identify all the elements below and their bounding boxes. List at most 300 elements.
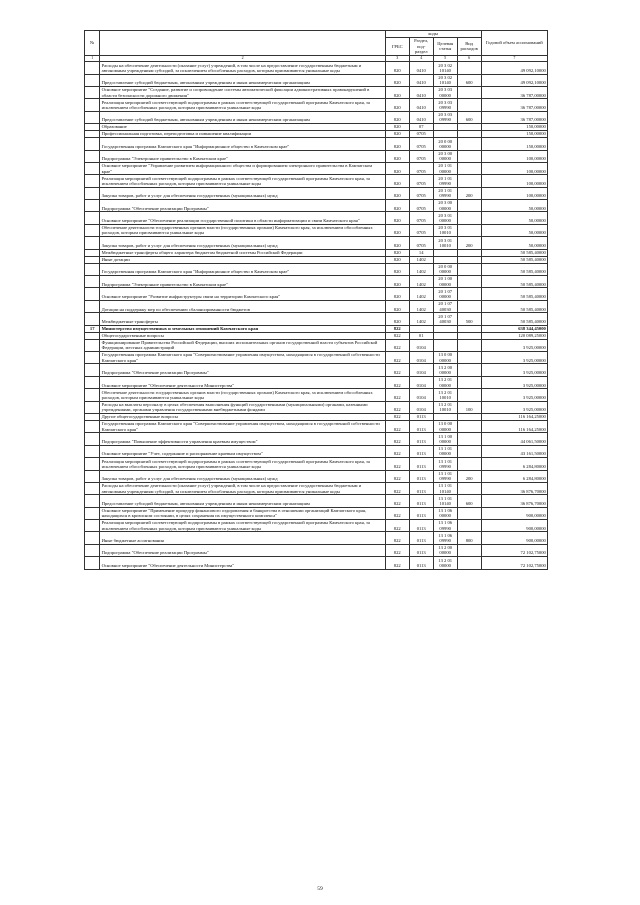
- row-name: Основное мероприятие "Развитие инфраструктуры связи на территории Камчатского края": [100, 288, 385, 300]
- row-target-article: 20 1 00 00000: [433, 276, 457, 288]
- row-amount: 116 164,25000: [481, 413, 547, 420]
- row-number: [85, 300, 100, 312]
- row-grbs: 822: [385, 470, 409, 482]
- row-number: [85, 237, 100, 249]
- row-target-article: 13 1 01 09990: [433, 458, 457, 470]
- row-name: Закупка товаров, работ и услуг для обеспечения государственных (муниципальных) нужд: [100, 470, 385, 482]
- budget-table: [84, 30, 548, 570]
- row-number: [85, 339, 100, 351]
- row-expense-kind: [457, 458, 481, 470]
- row-section: 0104: [409, 364, 433, 376]
- row-target-article: [433, 131, 457, 138]
- row-target-article: 13 1 01 09990: [433, 470, 457, 482]
- row-name: Основное мероприятие "Управление развитием информационного общества и формированием электронного правительства в Камчатском крае": [100, 162, 385, 174]
- header-target-article: Целевая статья: [433, 38, 457, 56]
- header-section: Раздел, под-раздел: [409, 38, 433, 56]
- row-amount: 3 925,00000: [481, 364, 547, 376]
- row-section: 0705: [409, 138, 433, 150]
- row-grbs: 822: [385, 458, 409, 470]
- row-target-article: 13 0 00 00000: [433, 421, 457, 433]
- row-name: Расходы на обеспечение деятельности (оказание услуг) учреждений, в том числе на предоставление государственным бюджетным и автономным учреждениям субсидий, за исключением обособленных расходов, которым присваиваются уникальные коды: [100, 482, 385, 494]
- row-expense-kind: [457, 150, 481, 162]
- row-grbs: 822: [385, 433, 409, 445]
- row-grbs: 822: [385, 520, 409, 532]
- row-amount: 150,00000: [481, 131, 547, 138]
- column-number-3: 3: [385, 55, 409, 61]
- row-grbs: 820: [385, 276, 409, 288]
- row-number: [85, 413, 100, 420]
- row-section: 14: [409, 249, 433, 256]
- row-section: 0113: [409, 482, 433, 494]
- table-row: [85, 332, 548, 339]
- row-section: 0104: [409, 339, 433, 351]
- table-row: [85, 325, 548, 332]
- row-section: 0113: [409, 445, 433, 457]
- row-amount: 50 585,40000: [481, 263, 547, 275]
- row-expense-kind: [457, 200, 481, 212]
- row-amount: 36 787,00000: [481, 86, 547, 98]
- row-amount: 50,00000: [481, 200, 547, 212]
- row-grbs: 820: [385, 162, 409, 174]
- row-section: 1402: [409, 313, 433, 325]
- table-row: [85, 256, 548, 263]
- row-number: [85, 249, 100, 256]
- table-row: [85, 339, 548, 351]
- row-name: Реализация мероприятий соответствующей подпрограммы в рамках соответствующей государственной программы Камчатского края, за исключением обособленных расходов, которым присваиваются уникальные коды: [100, 520, 385, 532]
- row-expense-kind: [457, 413, 481, 420]
- row-number: [85, 507, 100, 519]
- table-row: [85, 62, 548, 74]
- row-grbs: 820: [385, 124, 409, 131]
- row-target-article: 20 0 00 00000: [433, 138, 457, 150]
- column-number-5: 5: [433, 55, 457, 61]
- table-row: [85, 544, 548, 556]
- row-expense-kind: [457, 263, 481, 275]
- row-expense-kind: [457, 131, 481, 138]
- table-row: [85, 99, 548, 111]
- row-expense-kind: [457, 482, 481, 494]
- row-name: Обеспечение деятельности государственных органов власти (государственных органов) Камчатского края, за исключением обособленных расходов, которым присваиваются уникальные коды: [100, 389, 385, 401]
- row-amount: 50,00000: [481, 237, 547, 249]
- row-name: Подпрограмма "Электронное правительство в Камчатском крае": [100, 150, 385, 162]
- row-expense-kind: [457, 421, 481, 433]
- column-number-6: 6: [457, 55, 481, 61]
- row-name: Другие общегосударственные вопросы: [100, 413, 385, 420]
- row-expense-kind: [457, 249, 481, 256]
- row-expense-kind: 600: [457, 111, 481, 123]
- table-row: [85, 237, 548, 249]
- row-section: 07: [409, 124, 433, 131]
- row-number: [85, 150, 100, 162]
- row-grbs: 822: [385, 332, 409, 339]
- row-number: [85, 352, 100, 364]
- row-grbs: 822: [385, 445, 409, 457]
- row-grbs: 822: [385, 376, 409, 388]
- table-row: [85, 532, 548, 544]
- table-row: [85, 520, 548, 532]
- row-amount: 50 585,40000: [481, 256, 547, 263]
- row-target-article: 20 1 01 00000: [433, 162, 457, 174]
- page-number: 59: [317, 886, 323, 892]
- row-amount: 43 161,50000: [481, 445, 547, 457]
- row-amount: 50 585,40000: [481, 300, 547, 312]
- row-section: 0705: [409, 162, 433, 174]
- row-name: Реализация мероприятий соответствующей подпрограммы в рамках соответствующей государственной программы Камчатского края, за исключением обособленных расходов, которым присваиваются уникальные коды: [100, 175, 385, 187]
- header-codes-group: коды: [385, 31, 481, 38]
- row-amount: 6 284,80000: [481, 470, 547, 482]
- row-grbs: 822: [385, 389, 409, 401]
- row-number: [85, 124, 100, 131]
- row-target-article: 20 3 02 10140: [433, 62, 457, 74]
- row-number: [85, 445, 100, 457]
- row-expense-kind: [457, 224, 481, 236]
- row-section: 0113: [409, 470, 433, 482]
- row-expense-kind: [457, 364, 481, 376]
- row-number: [85, 332, 100, 339]
- row-amount: 50 585,40000: [481, 276, 547, 288]
- row-grbs: 820: [385, 249, 409, 256]
- row-expense-kind: [457, 389, 481, 401]
- row-expense-kind: [457, 124, 481, 131]
- row-name: Основное мероприятие "Обеспечение деятельности Министерства": [100, 557, 385, 569]
- row-number: [85, 482, 100, 494]
- table-row: [85, 470, 548, 482]
- row-number: [85, 74, 100, 86]
- row-amount: 150,00000: [481, 124, 547, 131]
- row-grbs: 820: [385, 256, 409, 263]
- row-number: [85, 470, 100, 482]
- row-expense-kind: [457, 256, 481, 263]
- row-number: [85, 458, 100, 470]
- row-section: 0104: [409, 389, 433, 401]
- row-target-article: 13 2 01 00000: [433, 376, 457, 388]
- row-grbs: 820: [385, 111, 409, 123]
- header-grbs: ГРБС: [385, 38, 409, 56]
- row-section: 0113: [409, 495, 433, 507]
- row-target-article: 20 1 07 40030: [433, 313, 457, 325]
- table-row: [85, 86, 548, 98]
- row-section: 0113: [409, 557, 433, 569]
- row-grbs: 822: [385, 352, 409, 364]
- row-grbs: 820: [385, 131, 409, 138]
- table-row: [85, 138, 548, 150]
- row-target-article: [433, 339, 457, 351]
- row-section: 0113: [409, 532, 433, 544]
- row-amount: 100,00000: [481, 187, 547, 199]
- row-name: Государственная программа Камчатского края "Информационное общество в Камчатском крае": [100, 263, 385, 275]
- row-name: Государственная программа Камчатского края "Совершенствование управления имуществом, находящимся в государственной собственности Камчатского края": [100, 352, 385, 364]
- row-target-article: 13 0 00 00000: [433, 352, 457, 364]
- row-name: Межбюджетные трансферты общего характера бюджетам бюджетной системы Российской Федерации: [100, 249, 385, 256]
- table-row: [85, 224, 548, 236]
- row-section: 0113: [409, 413, 433, 420]
- row-target-article: [433, 413, 457, 420]
- row-name: Общегосударственные вопросы: [100, 332, 385, 339]
- row-target-article: 13 2 00 00000: [433, 364, 457, 376]
- row-expense-kind: 600: [457, 495, 481, 507]
- row-grbs: 820: [385, 200, 409, 212]
- row-expense-kind: [457, 300, 481, 312]
- row-target-article: 13 1 06 09990: [433, 520, 457, 532]
- table-row: [85, 507, 548, 519]
- row-section: 01: [409, 332, 433, 339]
- row-number: [85, 557, 100, 569]
- row-expense-kind: [457, 332, 481, 339]
- row-grbs: 820: [385, 74, 409, 86]
- row-expense-kind: [457, 325, 481, 332]
- row-number: [85, 256, 100, 263]
- row-section: 0113: [409, 458, 433, 470]
- row-number: [85, 131, 100, 138]
- row-amount: 36 787,00000: [481, 111, 547, 123]
- table-row: [85, 131, 548, 138]
- row-amount: 6 284,80000: [481, 458, 547, 470]
- row-grbs: 820: [385, 99, 409, 111]
- row-expense-kind: 600: [457, 74, 481, 86]
- row-number: [85, 175, 100, 187]
- row-name: Дотации на поддержку мер по обеспечению сбалансированности бюджетов: [100, 300, 385, 312]
- row-expense-kind: [457, 376, 481, 388]
- row-amount: 100,00000: [481, 150, 547, 162]
- row-section: 0705: [409, 224, 433, 236]
- row-amount: 72 102,75000: [481, 544, 547, 556]
- row-target-article: 20 3 02 10140: [433, 74, 457, 86]
- row-name: Основное мероприятие "Создание, развитие и сопровождение системы автоматической фиксации административных правонарушений в области безопасности дорожного движения": [100, 86, 385, 98]
- table-row: [85, 200, 548, 212]
- header-expense-kind: Вид расходов: [457, 38, 481, 56]
- row-section: 0104: [409, 352, 433, 364]
- row-expense-kind: 200: [457, 187, 481, 199]
- row-name: Предоставление субсидий бюджетным, автономным учреждениям и иным некоммерческим организациям: [100, 111, 385, 123]
- row-target-article: 20 3 03 09990: [433, 99, 457, 111]
- row-expense-kind: 200: [457, 237, 481, 249]
- row-target-article: 20 1 01 09990: [433, 187, 457, 199]
- row-number: [85, 62, 100, 74]
- row-section: 0104: [409, 376, 433, 388]
- row-amount: 44 061,50000: [481, 433, 547, 445]
- row-expense-kind: 100: [457, 401, 481, 413]
- table-row: [85, 74, 548, 86]
- row-section: 0705: [409, 187, 433, 199]
- row-grbs: 820: [385, 300, 409, 312]
- row-name: Межбюджетные трансферты: [100, 313, 385, 325]
- table-row: [85, 263, 548, 275]
- row-target-article: 13 1 01 10140: [433, 495, 457, 507]
- row-name: Предоставление субсидий бюджетным, автономным учреждениям и иным некоммерческим организациям: [100, 495, 385, 507]
- row-target-article: 20 3 01 10010: [433, 237, 457, 249]
- row-name: Реализация мероприятий соответствующей подпрограммы в рамках соответствующей государственной программы Камчатского края, за исключением обособленных расходов, которым присваиваются уникальные коды: [100, 458, 385, 470]
- row-name: Функционирование Правительства Российской Федерации, высших исполнительных органов государственной власти субъектов Российской Федерации, местных администраций: [100, 339, 385, 351]
- row-number: [85, 263, 100, 275]
- row-name: Подпрограмма "Обеспечение реализации Программы": [100, 364, 385, 376]
- row-grbs: 822: [385, 421, 409, 433]
- row-number: [85, 532, 100, 544]
- row-number: [85, 401, 100, 413]
- table-row: [85, 401, 548, 413]
- row-name: Иные дотации: [100, 256, 385, 263]
- row-number: [85, 187, 100, 199]
- row-section: 1402: [409, 276, 433, 288]
- row-target-article: 13 2 01 10010: [433, 401, 457, 413]
- row-number: [85, 421, 100, 433]
- row-amount: 100,00000: [481, 162, 547, 174]
- row-amount: 900,00000: [481, 532, 547, 544]
- row-number: [85, 224, 100, 236]
- row-amount: 49 092,10000: [481, 74, 547, 86]
- row-target-article: 13 2 01 10010: [433, 389, 457, 401]
- row-name: Предоставление субсидий бюджетным, автономным учреждениям и иным некоммерческим организациям: [100, 74, 385, 86]
- row-name: Подпрограмма "Электронное правительство в Камчатском крае": [100, 276, 385, 288]
- row-name: Основное мероприятие "Применение процедур финансового оздоровления и банкротства в отношении организаций Камчатского края, находящихся в кризисном состоянии, в целях сохранения их имущественного комплекса": [100, 507, 385, 519]
- row-name: Государственная программа Камчатского края "Информационное общество в Камчатском крае": [100, 138, 385, 150]
- header-name: [100, 31, 385, 56]
- row-grbs: 820: [385, 224, 409, 236]
- row-number: [85, 138, 100, 150]
- row-name: Министерство имущественных и земельных отношений Камчатского края: [100, 325, 385, 332]
- row-name: Расходы на обеспечение деятельности (оказание услуг) учреждений, в том числе на предоставление государственным бюджетным и автономным учреждениям субсидий, за исключением обособленных расходов, которым присваиваются уникальные коды: [100, 62, 385, 74]
- row-grbs: 820: [385, 86, 409, 98]
- table-row: [85, 300, 548, 312]
- row-grbs: 820: [385, 187, 409, 199]
- row-expense-kind: [457, 507, 481, 519]
- row-expense-kind: [457, 175, 481, 187]
- row-number: [85, 99, 100, 111]
- row-name: Обеспечение деятельности государственных органов власти (государственных органов) Камчатского края, за исключением обособленных расходов, которым присваиваются уникальные коды: [100, 224, 385, 236]
- table-row: [85, 389, 548, 401]
- table-row: [85, 458, 548, 470]
- row-expense-kind: [457, 339, 481, 351]
- row-amount: 36 876,70000: [481, 482, 547, 494]
- row-grbs: 820: [385, 150, 409, 162]
- row-target-article: 20 1 07 00000: [433, 288, 457, 300]
- row-target-article: 20 1 01 09990: [433, 175, 457, 187]
- row-amount: 3 925,00000: [481, 339, 547, 351]
- row-number: [85, 495, 100, 507]
- row-target-article: [433, 332, 457, 339]
- row-number: [85, 544, 100, 556]
- row-amount: 120 089,25000: [481, 332, 547, 339]
- row-amount: 72 102,75000: [481, 557, 547, 569]
- row-amount: 49 092,10000: [481, 62, 547, 74]
- row-section: 0410: [409, 111, 433, 123]
- row-number: [85, 212, 100, 224]
- row-expense-kind: [457, 557, 481, 569]
- row-name: Подпрограмма "Обеспечение реализации Программы": [100, 544, 385, 556]
- row-grbs: 822: [385, 557, 409, 569]
- row-number: [85, 200, 100, 212]
- header-amount: Годовой объем ассигнований: [481, 31, 547, 56]
- row-section: 0410: [409, 99, 433, 111]
- row-section: 0410: [409, 86, 433, 98]
- row-amount: 900,00000: [481, 507, 547, 519]
- row-name: Основное мероприятие "Обеспечение деятельности Министерства": [100, 376, 385, 388]
- row-amount: 50,00000: [481, 224, 547, 236]
- row-name: Государственная программа Камчатского края "Совершенствование управления имуществом, находящимся в государственной собственности Камчатского края": [100, 421, 385, 433]
- row-section: 0705: [409, 150, 433, 162]
- row-expense-kind: [457, 86, 481, 98]
- table-row: [85, 352, 548, 364]
- row-name: Расходы на выплаты персоналу в целях обеспечения выполнения функций государственными (муниципальными) органами, казенными учреждениями, органами управления государственными внебюджетными фондами: [100, 401, 385, 413]
- row-name: Основное мероприятие "Обеспечение реализации государственной политики в области информатизации и связи Камчатского края": [100, 212, 385, 224]
- row-target-article: 20 3 00 00000: [433, 150, 457, 162]
- row-amount: 116 164,25000: [481, 421, 547, 433]
- row-amount: 50 585,40000: [481, 313, 547, 325]
- row-name: Реализация мероприятий соответствующей подпрограммы в рамках соответствующей государственной программы Камчатского края, за исключением обособленных расходов, которым присваиваются уникальные коды: [100, 99, 385, 111]
- row-section: 0410: [409, 74, 433, 86]
- row-grbs: 820: [385, 62, 409, 74]
- row-section: 0113: [409, 433, 433, 445]
- row-number: [85, 162, 100, 174]
- table-row: [85, 495, 548, 507]
- row-grbs: 820: [385, 212, 409, 224]
- table-row: [85, 557, 548, 569]
- row-amount: 3 925,00000: [481, 376, 547, 388]
- row-expense-kind: [457, 520, 481, 532]
- table-row: [85, 445, 548, 457]
- table-body: [85, 62, 548, 569]
- table-row: [85, 276, 548, 288]
- row-expense-kind: [457, 433, 481, 445]
- row-grbs: 820: [385, 288, 409, 300]
- row-grbs: 822: [385, 544, 409, 556]
- table-row: [85, 482, 548, 494]
- row-number: [85, 389, 100, 401]
- row-number: [85, 376, 100, 388]
- row-name: Подпрограмма "Повышение эффективности управления краевым имуществом": [100, 433, 385, 445]
- row-target-article: 20 1 07 40030: [433, 300, 457, 312]
- column-number-1: 1: [85, 55, 100, 61]
- row-amount: 3 925,00000: [481, 389, 547, 401]
- table-row: [85, 150, 548, 162]
- row-target-article: [433, 325, 457, 332]
- table-row: [85, 413, 548, 420]
- row-name: Основное мероприятие "Учет, содержание и распоряжение краевым имуществом": [100, 445, 385, 457]
- row-amount: 50 585,40000: [481, 288, 547, 300]
- row-expense-kind: [457, 99, 481, 111]
- row-expense-kind: [457, 276, 481, 288]
- table-row: [85, 187, 548, 199]
- row-amount: 50,00000: [481, 212, 547, 224]
- row-section: 0113: [409, 421, 433, 433]
- row-amount: 150,00000: [481, 138, 547, 150]
- row-grbs: 820: [385, 313, 409, 325]
- row-expense-kind: [457, 544, 481, 556]
- row-grbs: 822: [385, 482, 409, 494]
- row-target-article: 13 1 01 00000: [433, 445, 457, 457]
- row-name: Подпрограмма "Обеспечение реализации Программы": [100, 200, 385, 212]
- row-section: 1402: [409, 263, 433, 275]
- row-expense-kind: [457, 352, 481, 364]
- row-grbs: 820: [385, 138, 409, 150]
- row-amount: 36 876,70000: [481, 495, 547, 507]
- row-name: Закупка товаров, работ и услуг для обеспечения государственных (муниципальных) нужд: [100, 187, 385, 199]
- row-section: [409, 325, 433, 332]
- row-section: 0705: [409, 131, 433, 138]
- row-section: 0705: [409, 212, 433, 224]
- row-expense-kind: 200: [457, 470, 481, 482]
- row-target-article: 20 3 01 00000: [433, 212, 457, 224]
- header-number: №: [85, 31, 100, 56]
- row-grbs: 822: [385, 532, 409, 544]
- row-target-article: 20 3 03 00000: [433, 86, 457, 98]
- row-number: [85, 364, 100, 376]
- row-number: 17: [85, 325, 100, 332]
- row-expense-kind: [457, 288, 481, 300]
- table-row: [85, 249, 548, 256]
- row-expense-kind: 800: [457, 532, 481, 544]
- table-row: [85, 433, 548, 445]
- row-amount: 900,00000: [481, 520, 547, 532]
